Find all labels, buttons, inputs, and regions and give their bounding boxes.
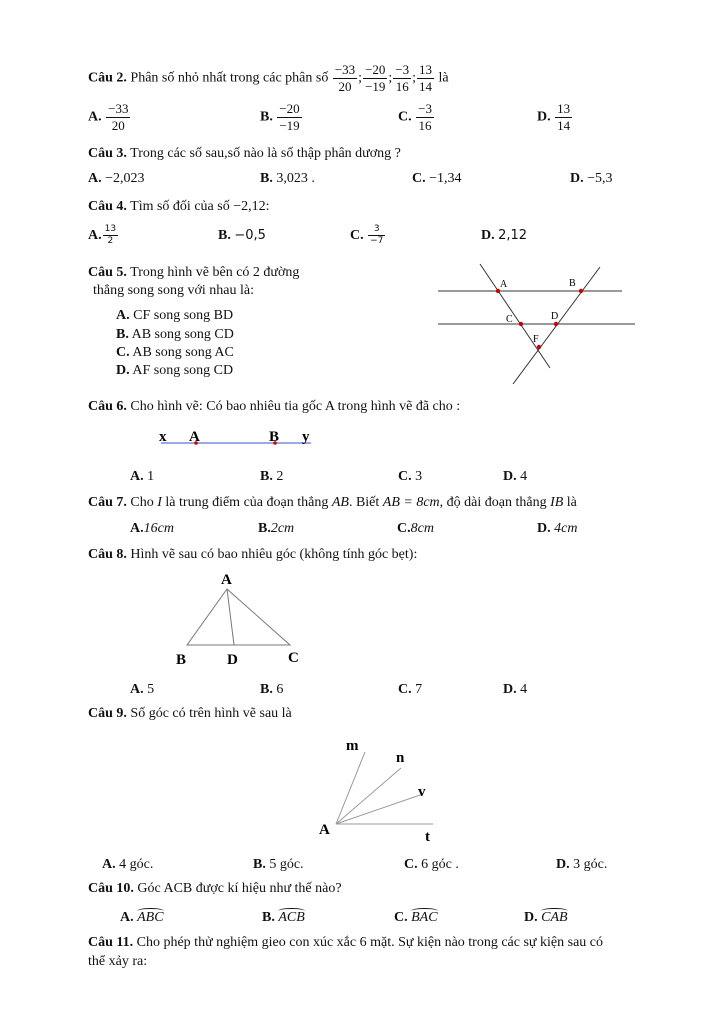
q2-option-d[interactable]: D. $\frac{13}{14}$ bbox=[537, 101, 571, 133]
angle-symbol: ABC bbox=[137, 910, 164, 925]
q2-fraction-3: $\frac{-3}{16}$ bbox=[395, 62, 410, 94]
q7-option-a[interactable]: A.16cm bbox=[130, 521, 174, 536]
q5-option-b[interactable]: B. AB song song CD bbox=[116, 327, 234, 342]
q2-label: Câu 2. bbox=[88, 70, 127, 86]
q9-label-a: A bbox=[319, 822, 330, 838]
q6-figure bbox=[155, 425, 325, 450]
q4-option-d[interactable]: D. 2,12 bbox=[481, 228, 528, 243]
q9-label-m: m bbox=[346, 738, 359, 754]
q9-option-b[interactable]: B. 5 góc. bbox=[253, 857, 304, 872]
q10-option-a[interactable]: A. ABC bbox=[120, 910, 164, 925]
q6-label-x: x bbox=[159, 429, 167, 445]
q7-option-b[interactable]: B.2cm bbox=[258, 521, 295, 536]
q2-option-a[interactable]: A. $\frac{-33}{20}$ bbox=[88, 101, 129, 133]
q5-line-af bbox=[480, 264, 550, 368]
q2-fraction-1: $\frac{-33}{20}$ bbox=[334, 62, 356, 94]
q5-label-a: A bbox=[500, 279, 508, 290]
q7-stem: Câu 7. Cho I là trung điểm của đoạn thẳng AB. Biết AB = 8cm, độ dài đoạn thẳng IB là bbox=[88, 495, 577, 510]
q8-option-d[interactable]: D. 4 bbox=[503, 682, 528, 697]
q6-option-b[interactable]: B. 2 bbox=[260, 469, 284, 484]
q6-option-a[interactable]: A. 1 bbox=[130, 469, 155, 484]
q7-option-d[interactable]: D. 4cm bbox=[537, 521, 578, 536]
q2-fraction-2: $\frac{-20}{-19}$ bbox=[365, 62, 386, 94]
q6-option-c[interactable]: C. 3 bbox=[398, 469, 423, 484]
angle-symbol: CAB bbox=[541, 910, 568, 925]
q5-label-f: F bbox=[533, 334, 539, 345]
q6-label-b: B bbox=[269, 429, 280, 445]
q10-option-b[interactable]: B. ACB bbox=[262, 910, 305, 925]
q5-label-c: C bbox=[506, 314, 513, 325]
q3-option-b[interactable]: B. 3,023 . bbox=[260, 171, 315, 186]
q9-figure bbox=[315, 735, 445, 845]
q4-stem: Câu 4. Tìm số đối của số −2,12: bbox=[88, 199, 270, 214]
q6-stem: Câu 6. Cho hình vẽ: Có bao nhiêu tia gốc A trong hình vẽ đã cho : bbox=[88, 399, 461, 414]
q6-label-a: A bbox=[189, 429, 200, 445]
q9-stem: Câu 9. Số góc có trên hình vẽ sau là bbox=[88, 706, 292, 721]
q5-point-d bbox=[554, 322, 558, 326]
q9-option-a[interactable]: A. 4 góc. bbox=[102, 857, 154, 872]
q9-label-n: n bbox=[396, 750, 405, 766]
q3-option-d[interactable]: D. −5,3 bbox=[570, 171, 613, 186]
q10-option-d[interactable]: D. CAB bbox=[524, 910, 568, 925]
q7-option-c[interactable]: C.8cm bbox=[397, 521, 434, 536]
q9-ray-am bbox=[336, 752, 365, 824]
q4-option-c[interactable]: C. $\frac{3}{-7}$ bbox=[350, 224, 384, 247]
q2-text: Phân số nhỏ nhất trong các phân số bbox=[130, 70, 329, 86]
q3-option-a[interactable]: A. −2,023 bbox=[88, 171, 145, 186]
q9-label-t: t bbox=[425, 829, 430, 845]
q5-option-a[interactable]: A. CF song song BD bbox=[116, 308, 234, 323]
angle-symbol: BAC bbox=[411, 910, 438, 925]
q11-stem-line2: thể xảy ra: bbox=[88, 954, 148, 969]
q5-stem-line1: Câu 5. Trong hình vẽ bên có 2 đường bbox=[88, 265, 300, 280]
q8-segment-ad bbox=[227, 589, 234, 645]
q8-stem: Câu 8. Hình vẽ sau có bao nhiêu góc (không tính góc bẹt): bbox=[88, 547, 418, 562]
q6-option-d[interactable]: D. 4 bbox=[503, 469, 528, 484]
q5-label-d: D bbox=[551, 311, 559, 322]
q2-option-c[interactable]: C. $\frac{-3}{16}$ bbox=[398, 101, 432, 133]
q5-point-b bbox=[579, 289, 583, 293]
q4-option-a[interactable]: A. $\frac{13}{2}$ bbox=[88, 224, 117, 247]
q5-option-c[interactable]: C. AB song song AC bbox=[116, 345, 234, 360]
q5-point-c bbox=[519, 322, 523, 326]
q10-stem: Câu 10. Góc ACB được kí hiệu như thế nào? bbox=[88, 881, 342, 896]
q4-option-b[interactable]: B. −0,5 bbox=[218, 228, 266, 243]
q8-label-d: D bbox=[227, 652, 238, 668]
q8-option-a[interactable]: A. 5 bbox=[130, 682, 155, 697]
q9-ray-av bbox=[336, 794, 423, 824]
q9-label-v: v bbox=[418, 784, 426, 800]
q5-point-f bbox=[537, 345, 541, 349]
q8-option-b[interactable]: B. 6 bbox=[260, 682, 284, 697]
q8-triangle-abc bbox=[187, 589, 290, 645]
q8-figure bbox=[170, 570, 310, 670]
q5-label-b: B bbox=[569, 278, 576, 289]
q8-label-c: C bbox=[288, 650, 299, 666]
q3-option-c[interactable]: C. −1,34 bbox=[412, 171, 462, 186]
q3-stem: Câu 3. Trong các số sau,số nào là số thập phân dương ? bbox=[88, 146, 401, 161]
q9-ray-an bbox=[336, 768, 401, 824]
q2-stem: Câu 2. Phân số nhỏ nhất trong các phân số $\frac{-33}{20}$ ; $\frac{-20}{-19}$ ; $\frac{-3}{16}$ ; $\frac{13}{14}$ là bbox=[88, 62, 449, 94]
q5-option-d[interactable]: D. AF song song CD bbox=[116, 363, 234, 378]
q9-option-d[interactable]: D. 3 góc. bbox=[556, 857, 608, 872]
q5-stem-line2: thẳng song song với nhau là: bbox=[93, 283, 254, 298]
q2-fraction-4: $\frac{13}{14}$ bbox=[419, 62, 433, 94]
q8-label-b: B bbox=[176, 652, 187, 668]
q2-suffix: là bbox=[438, 70, 449, 86]
angle-symbol: ACB bbox=[278, 910, 305, 925]
q5-figure bbox=[430, 262, 640, 387]
q11-stem-line1: Câu 11. Cho phép thử nghiệm gieo con xúc xắc 6 mặt. Sự kiện nào trong các sự kiện sau có bbox=[88, 935, 603, 950]
q8-label-a: A bbox=[221, 572, 232, 588]
q8-option-c[interactable]: C. 7 bbox=[398, 682, 423, 697]
q9-option-c[interactable]: C. 6 góc . bbox=[404, 857, 459, 872]
q6-label-y: y bbox=[302, 429, 310, 445]
q10-option-c[interactable]: C. BAC bbox=[394, 910, 438, 925]
q2-option-b[interactable]: B. $\frac{-20}{-19}$ bbox=[260, 101, 300, 133]
